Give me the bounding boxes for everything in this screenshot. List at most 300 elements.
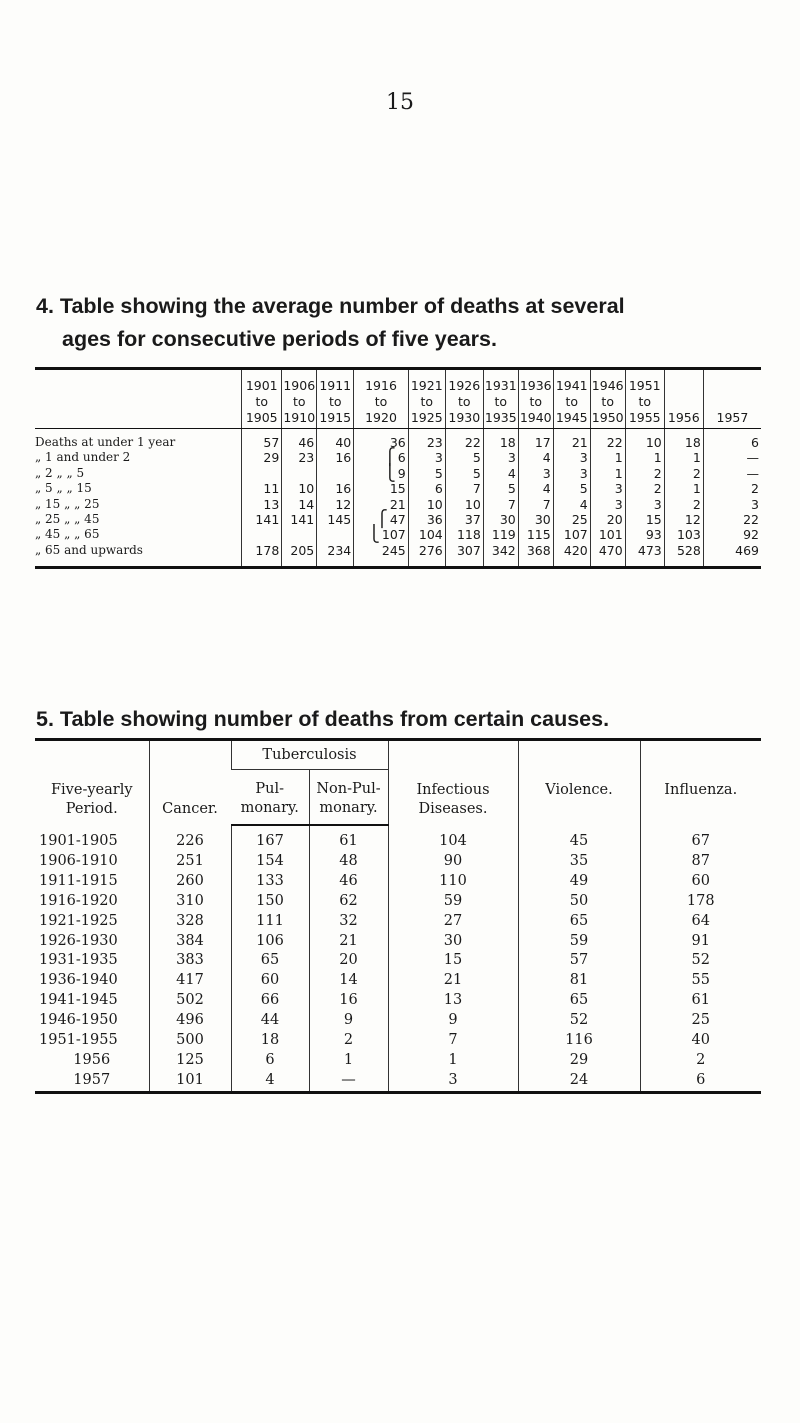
death-count-cell	[483, 481, 518, 496]
period-cell: 1921-1925	[39, 912, 118, 929]
age-label: „ 25 „ „ 45	[35, 512, 100, 527]
cause-row	[35, 872, 761, 892]
death-count-cell	[590, 543, 625, 568]
death-count-cell	[408, 512, 445, 527]
table5-header-row1	[35, 740, 761, 770]
death-count-value: 15	[389, 481, 406, 497]
death-count-cell	[317, 481, 354, 496]
death-count-value: 473	[637, 542, 662, 558]
death-count-cell	[703, 481, 761, 496]
death-count-value: 9	[397, 465, 406, 481]
cause-row	[35, 1011, 761, 1031]
influenza-cell: 6	[640, 1071, 761, 1092]
death-count-value: 22	[606, 435, 623, 450]
death-count-value: 119	[491, 527, 516, 543]
violence-cell: 59	[518, 932, 640, 952]
violence-cell: 81	[518, 971, 640, 991]
deaths-by-age-table	[35, 367, 761, 569]
influenza-cell: 64	[640, 912, 761, 932]
death-count-cell	[625, 497, 664, 512]
non-pulmonary-cell: 20	[309, 951, 388, 971]
cancer-cell: 125	[149, 1051, 231, 1071]
non-pulmonary-cell: 46	[309, 872, 388, 892]
death-count-value: 1	[653, 450, 662, 466]
death-count-cell	[553, 481, 590, 496]
death-count-value: 4	[542, 450, 551, 466]
period-cell: 1926-1930	[39, 932, 118, 949]
death-count-value: 11	[263, 481, 280, 497]
infectious-cell: 30	[388, 932, 518, 952]
death-count-cell	[590, 512, 625, 527]
death-count-value: 2	[653, 481, 662, 497]
death-count-value: 10	[426, 496, 443, 512]
cancer-cell: 226	[149, 825, 231, 852]
death-count-value: 107	[563, 527, 588, 543]
age-row	[35, 450, 761, 465]
death-count-cell	[664, 527, 703, 542]
death-count-cell	[703, 466, 761, 481]
death-count-value: 40	[335, 435, 352, 450]
table5-title: 5. Table showing number of deaths from certain causes.	[36, 707, 610, 731]
period-cell: 1946-1950	[39, 1012, 118, 1029]
death-count-value: 118	[456, 527, 481, 543]
period-header: 1901 to 1905	[242, 369, 282, 429]
death-count-value: 23	[426, 435, 443, 450]
violence-cell: 57	[518, 951, 640, 971]
cancer-col-header: Cancer.	[149, 740, 231, 826]
cancer-cell: 496	[149, 1011, 231, 1031]
pulmonary-cell: 150	[231, 892, 309, 912]
period-cell: 1906-1910	[39, 852, 118, 869]
death-count-cell	[553, 512, 590, 527]
death-count-cell	[483, 450, 518, 465]
death-count-cell	[703, 497, 761, 512]
non-pulmonary-cell: 16	[309, 991, 388, 1011]
period-header: 1926 to 1930	[445, 369, 483, 429]
death-count-value: 245	[381, 542, 406, 558]
infectious-cell: 1	[388, 1051, 518, 1071]
death-count-cell	[483, 429, 518, 451]
death-count-cell	[317, 543, 354, 568]
infectious-cell: 104	[388, 825, 518, 852]
influenza-cell: 178	[640, 892, 761, 912]
death-count-cell	[408, 527, 445, 542]
non-pulmonary-cell: 21	[309, 932, 388, 952]
death-count-value: 469	[735, 542, 759, 558]
period-cell: 1901-1905	[39, 832, 118, 849]
table4-title	[36, 290, 776, 356]
death-count-value: 13	[263, 496, 280, 512]
table4-corner	[35, 369, 242, 429]
death-count-value: 1	[614, 465, 623, 481]
pulmonary-cell: 44	[231, 1011, 309, 1031]
death-count-cell	[242, 450, 282, 465]
death-count-value: 3	[614, 481, 623, 497]
death-count-cell	[518, 527, 553, 542]
death-count-value: 307	[456, 542, 481, 558]
death-count-cell	[518, 429, 553, 451]
death-count-cell	[445, 527, 483, 542]
death-count-value: 15	[645, 512, 662, 528]
grouping-brace-icon: ⎧	[375, 509, 388, 529]
influenza-cell: 25	[640, 1011, 761, 1031]
violence-cell: 65	[518, 912, 640, 932]
death-count-value: 234	[327, 542, 352, 558]
cause-row	[35, 971, 761, 991]
period-cell: 1936-1940	[39, 972, 118, 989]
death-count-value: 36	[389, 435, 406, 450]
cancer-cell: 328	[149, 912, 231, 932]
death-count-value: 1	[614, 450, 623, 466]
cause-row	[35, 1031, 761, 1051]
period-cell: 1951-1955	[39, 1032, 118, 1049]
death-count-cell	[408, 481, 445, 496]
death-count-cell	[408, 497, 445, 512]
infectious-cell: 27	[388, 912, 518, 932]
age-row	[35, 466, 761, 481]
death-count-value: 3	[507, 450, 516, 466]
death-count-value: 47	[389, 512, 406, 528]
death-count-value: 21	[389, 496, 406, 512]
death-count-cell	[625, 481, 664, 496]
violence-cell: 29	[518, 1051, 640, 1071]
non-pulmonary-cell: 32	[309, 912, 388, 932]
death-count-value: 1	[692, 450, 701, 466]
violence-cell: 65	[518, 991, 640, 1011]
death-count-cell	[590, 497, 625, 512]
infectious-cell: 15	[388, 951, 518, 971]
death-count-value: 7	[472, 481, 481, 497]
pulmonary-cell: 6	[231, 1051, 309, 1071]
death-count-value: 92	[743, 527, 759, 543]
death-count-cell	[408, 466, 445, 481]
death-count-value: 10	[298, 481, 315, 497]
influenza-cell: 60	[640, 872, 761, 892]
cause-row	[35, 951, 761, 971]
cancer-cell: 502	[149, 991, 231, 1011]
period-header: 1921 to 1925	[408, 369, 445, 429]
table4-title-line2: ages for consecutive periods of five years.	[62, 327, 497, 351]
grouping-brace-icon: ⎩	[383, 462, 396, 482]
death-count-cell	[590, 481, 625, 496]
death-count-cell	[664, 429, 703, 451]
death-count-value: 21	[571, 435, 588, 450]
death-count-value: 2	[653, 465, 662, 481]
death-count-cell	[553, 543, 590, 568]
death-count-value: 115	[526, 527, 551, 543]
death-count-value: 2	[751, 481, 759, 497]
death-count-cell	[354, 447, 409, 467]
death-count-value: 4	[542, 481, 551, 497]
violence-cell: 49	[518, 872, 640, 892]
death-count-cell	[282, 466, 317, 481]
death-count-cell	[282, 527, 317, 542]
cause-row	[35, 825, 761, 852]
death-count-value: 12	[684, 512, 701, 528]
influenza-cell: 87	[640, 852, 761, 872]
age-label: „ 65 and upwards	[35, 542, 143, 557]
influenza-cell: 67	[640, 825, 761, 852]
cause-row	[35, 1051, 761, 1071]
period-header: 1931 to 1935	[483, 369, 518, 429]
pulmonary-cell: 18	[231, 1031, 309, 1051]
cancer-cell: 260	[149, 872, 231, 892]
cancer-cell: 384	[149, 932, 231, 952]
death-count-cell	[518, 512, 553, 527]
death-count-cell	[317, 466, 354, 481]
infectious-cell: 59	[388, 892, 518, 912]
influenza-col-header: Influenza.	[640, 740, 761, 826]
death-count-value: 4	[507, 465, 516, 481]
death-count-value: 141	[255, 512, 280, 528]
age-row	[35, 481, 761, 496]
death-count-cell	[242, 429, 282, 451]
infectious-cell: 3	[388, 1071, 518, 1092]
period-header: 1906 to 1910	[282, 369, 317, 429]
age-row	[35, 512, 761, 527]
violence-cell: 52	[518, 1011, 640, 1031]
death-count-value: 14	[298, 496, 315, 512]
infectious-cell: 7	[388, 1031, 518, 1051]
death-count-cell	[590, 450, 625, 465]
influenza-cell: 61	[640, 991, 761, 1011]
death-count-cell	[354, 429, 409, 451]
death-count-value: 22	[743, 512, 759, 528]
pulmonary-cell: 133	[231, 872, 309, 892]
death-count-value: 10	[464, 496, 481, 512]
period-cell: 1931-1935	[39, 952, 118, 969]
death-count-value: 3	[653, 496, 662, 512]
cancer-cell: 500	[149, 1031, 231, 1051]
death-count-value: 23	[298, 450, 315, 466]
death-count-cell	[518, 466, 553, 481]
death-count-cell	[445, 429, 483, 451]
death-count-cell	[282, 481, 317, 496]
death-count-cell	[483, 497, 518, 512]
death-count-cell	[664, 481, 703, 496]
death-count-cell	[317, 527, 354, 542]
death-count-cell	[317, 429, 354, 451]
death-count-cell	[703, 527, 761, 542]
death-count-value: 17	[534, 435, 551, 450]
death-count-value: 18	[499, 435, 516, 450]
pulmonary-cell: 154	[231, 852, 309, 872]
death-count-value: 93	[645, 527, 662, 543]
death-count-cell	[282, 543, 317, 568]
death-count-value: —	[746, 465, 759, 481]
death-count-value: 5	[434, 465, 443, 481]
grouping-brace-icon: ⎧	[383, 447, 396, 467]
death-count-cell	[408, 543, 445, 568]
influenza-cell: 40	[640, 1031, 761, 1051]
death-count-value: 3	[579, 465, 588, 481]
death-count-cell	[317, 512, 354, 527]
death-count-cell	[518, 497, 553, 512]
age-row	[35, 527, 761, 542]
violence-cell: 50	[518, 892, 640, 912]
death-count-cell	[483, 512, 518, 527]
death-count-cell	[590, 466, 625, 481]
pulmonary-cell: 66	[231, 991, 309, 1011]
age-label: Deaths at under 1 year	[35, 435, 176, 449]
death-count-value: 3	[579, 450, 588, 466]
death-count-cell	[242, 497, 282, 512]
death-count-cell	[354, 543, 409, 568]
non-pulmonary-cell: 14	[309, 971, 388, 991]
death-count-value: 5	[579, 481, 588, 497]
death-count-cell	[664, 497, 703, 512]
cause-row	[35, 852, 761, 872]
death-count-cell	[354, 524, 409, 544]
period-cell: 1941-1945	[39, 992, 118, 1009]
non-pulmonary-cell: 1	[309, 1051, 388, 1071]
death-count-value: 6	[751, 435, 759, 450]
death-count-value: 178	[255, 542, 280, 558]
death-count-value: 205	[290, 542, 315, 558]
infectious-cell: 9	[388, 1011, 518, 1031]
death-count-cell	[354, 462, 409, 482]
death-count-value: 141	[290, 512, 315, 528]
death-count-cell	[518, 450, 553, 465]
death-count-value: —	[746, 450, 759, 466]
death-count-cell	[445, 450, 483, 465]
death-count-cell	[354, 481, 409, 496]
violence-col-header: Violence.	[518, 740, 640, 826]
non-pulmonary-cell: 62	[309, 892, 388, 912]
non-pulmonary-cell: 61	[309, 825, 388, 852]
death-count-value: 2	[692, 465, 701, 481]
violence-cell: 116	[518, 1031, 640, 1051]
death-count-cell	[242, 481, 282, 496]
death-count-cell	[664, 512, 703, 527]
death-count-cell	[282, 429, 317, 451]
death-count-cell	[703, 450, 761, 465]
period-header: 1957	[703, 369, 761, 429]
death-count-cell	[445, 512, 483, 527]
tuberculosis-group-header: Tuberculosis	[231, 740, 388, 770]
death-count-value: 103	[676, 527, 701, 543]
death-count-cell	[483, 466, 518, 481]
death-count-value: 104	[418, 527, 443, 543]
death-count-cell	[282, 497, 317, 512]
death-count-value: 342	[491, 542, 516, 558]
death-count-cell	[242, 527, 282, 542]
death-count-value: 6	[434, 481, 443, 497]
death-count-cell	[625, 527, 664, 542]
death-count-value: 22	[464, 435, 481, 450]
influenza-cell: 91	[640, 932, 761, 952]
death-count-cell	[664, 450, 703, 465]
period-col-header: Five-yearly Period.	[50, 782, 133, 817]
grouping-brace-icon: ⎩	[367, 524, 380, 544]
death-count-value: 30	[534, 512, 551, 528]
death-count-value: 12	[335, 496, 352, 512]
death-count-cell	[408, 450, 445, 465]
death-count-cell	[703, 543, 761, 568]
influenza-cell: 52	[640, 951, 761, 971]
violence-cell: 35	[518, 852, 640, 872]
death-count-cell	[242, 543, 282, 568]
cause-row	[35, 1071, 761, 1092]
influenza-cell: 55	[640, 971, 761, 991]
death-count-value: 5	[472, 465, 481, 481]
death-count-value: 1	[692, 481, 701, 497]
death-count-value: 46	[298, 435, 315, 450]
death-count-value: 4	[579, 496, 588, 512]
age-label: „ 1 and under 2	[35, 450, 131, 465]
non-pulmonary-cell: 9	[309, 1011, 388, 1031]
death-count-value: 368	[526, 542, 551, 558]
period-header: 1911 to 1915	[317, 369, 354, 429]
non-pulmonary-cell: —	[309, 1071, 388, 1092]
age-label: „ 2 „ „ 5	[35, 465, 85, 480]
pulmonary-col-header: Pul- monary.	[231, 770, 309, 826]
death-count-cell	[445, 466, 483, 481]
cause-row	[35, 892, 761, 912]
period-header: 1936 to 1940	[518, 369, 553, 429]
death-count-cell	[553, 429, 590, 451]
period-header: 1946 to 1950	[590, 369, 625, 429]
age-row	[35, 497, 761, 512]
death-count-value: 5	[507, 481, 516, 497]
infectious-cell: 110	[388, 872, 518, 892]
cancer-cell: 310	[149, 892, 231, 912]
cancer-cell: 101	[149, 1071, 231, 1092]
death-count-value: 36	[426, 512, 443, 528]
death-count-cell	[445, 543, 483, 568]
death-count-cell	[625, 450, 664, 465]
death-count-value: 10	[645, 435, 662, 450]
death-count-value: 7	[542, 496, 551, 512]
cancer-cell: 417	[149, 971, 231, 991]
infectious-cell: 13	[388, 991, 518, 1011]
death-count-cell	[703, 429, 761, 451]
death-count-cell	[483, 543, 518, 568]
age-label: „ 45 „ „ 65	[35, 527, 100, 542]
table4-title-line1: 4. Table showing the average number of deaths at several	[36, 294, 625, 318]
cause-row	[35, 991, 761, 1011]
period-header: 1941 to 1945	[553, 369, 590, 429]
table4-header-row	[35, 369, 761, 429]
death-count-cell	[664, 543, 703, 568]
violence-cell: 24	[518, 1071, 640, 1092]
period-cell: 1957	[73, 1071, 111, 1088]
age-row	[35, 543, 761, 568]
death-count-cell	[445, 497, 483, 512]
death-count-value: 276	[418, 542, 443, 558]
pulmonary-cell: 4	[231, 1071, 309, 1092]
death-count-value: 37	[464, 512, 481, 528]
death-count-value: 16	[335, 450, 352, 466]
period-header: 1951 to 1955	[625, 369, 664, 429]
death-count-value: 528	[676, 542, 701, 558]
death-count-value: 20	[606, 512, 623, 528]
pulmonary-cell: 111	[231, 912, 309, 932]
death-count-cell	[625, 466, 664, 481]
death-count-cell	[408, 429, 445, 451]
death-count-cell	[445, 481, 483, 496]
death-count-value: 7	[507, 496, 516, 512]
death-count-cell	[553, 450, 590, 465]
cause-row	[35, 912, 761, 932]
deaths-by-cause-table	[35, 738, 761, 1094]
pulmonary-cell: 60	[231, 971, 309, 991]
cancer-cell: 251	[149, 852, 231, 872]
death-count-value: 5	[472, 450, 481, 466]
death-count-cell	[518, 481, 553, 496]
death-count-value: 3	[542, 465, 551, 481]
death-count-value: 57	[263, 435, 280, 450]
